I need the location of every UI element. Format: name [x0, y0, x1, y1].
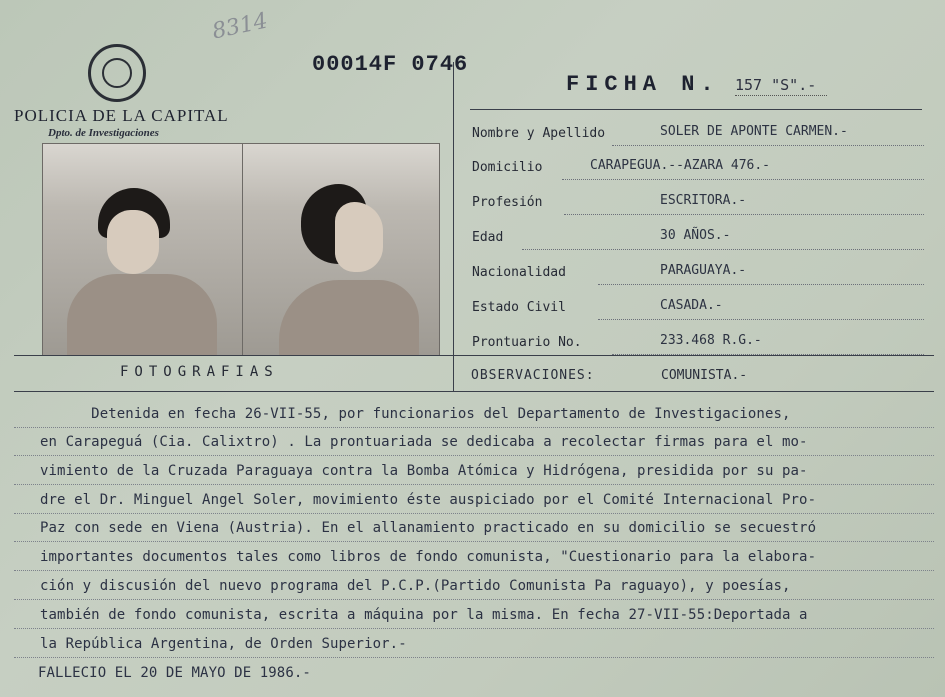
field-profession	[472, 193, 924, 215]
ficha-label: FICHA N.	[566, 72, 720, 97]
serial-number: 00014F 0746	[312, 52, 469, 77]
vertical-divider	[453, 62, 454, 392]
department-name: Dpto. de Investigaciones	[48, 127, 159, 139]
police-seal-icon	[88, 44, 146, 102]
photo-profile	[242, 143, 440, 356]
observations-label: OBSERVACIONES:	[471, 368, 595, 383]
field-value: ESCRITORA.-	[660, 193, 747, 208]
ficha-underline	[470, 109, 922, 110]
field-value: CARAPEGUA.--AZARA 476.-	[590, 158, 771, 173]
field-record-number	[472, 333, 924, 355]
field-label: Domicilio	[472, 160, 543, 175]
body-line: ción y discusión del nuevo programa del P.C.P.(Partido Comunista Pa raguayo), y poesías,	[40, 578, 791, 594]
seal-center	[102, 58, 132, 88]
field-label: Nacionalidad	[472, 265, 566, 280]
photos-caption: FOTOGRAFIAS	[120, 364, 279, 380]
field-nationality	[472, 263, 924, 285]
field-value: CASADA.-	[660, 298, 723, 313]
field-label: Estado Civil	[472, 300, 566, 315]
field-label: Prontuario No.	[472, 335, 582, 350]
field-marital-status	[472, 298, 924, 320]
field-name	[472, 124, 924, 146]
body-line: Paz con sede en Viena (Austria). En el allanamiento practicado en su domicilio se secuestró	[40, 520, 817, 536]
field-label: Profesión	[472, 195, 543, 210]
field-value: SOLER DE APONTE CARMEN.-	[660, 124, 848, 139]
agency-name: POLICIA DE LA CAPITAL	[14, 106, 229, 125]
ficha-number: 157 "S".-	[735, 76, 827, 96]
field-address	[472, 158, 924, 180]
field-label: Nombre y Apellido	[472, 126, 606, 141]
body-line: vimiento de la Cruzada Paraguaya contra la Bomba Atómica y Hidrógena, presidida por su pa-	[40, 463, 808, 479]
body-line: también de fondo comunista, escrita a máquina por la misma. En fecha 27-VII-55:Deportada a	[40, 607, 808, 623]
observations-value: COMUNISTA.-	[661, 368, 748, 383]
body-line: en Carapeguá (Cia. Calixtro) . La prontuariada se dedicaba a recolectar firmas para el mo-	[40, 434, 808, 450]
field-value: 233.468 R.G.-	[660, 333, 762, 348]
photo-front	[42, 143, 243, 356]
field-age	[472, 228, 924, 250]
field-label: Edad	[472, 230, 504, 245]
handwritten-number: 8314	[210, 8, 270, 45]
section-divider	[14, 391, 934, 392]
field-value: PARAGUAYA.-	[660, 263, 747, 278]
body-line: Detenida en fecha 26-VII-55, por funcionarios del Departamento de Investigaciones,	[40, 406, 791, 422]
field-value: 30 AÑOS.-	[660, 228, 731, 243]
death-note: FALLECIO EL 20 DE MAYO DE 1986.-	[38, 665, 311, 681]
body-line: importantes documentos tales como libros de fondo comunista, "Cuestionario para la elabora-	[40, 549, 817, 565]
photo-divider	[14, 355, 934, 356]
body-line: dre el Dr. Minguel Angel Soler, movimiento éste auspiciado por el Comité Internacional Pro-	[40, 492, 817, 508]
body-line: la República Argentina, de Orden Superior.-	[40, 636, 407, 652]
